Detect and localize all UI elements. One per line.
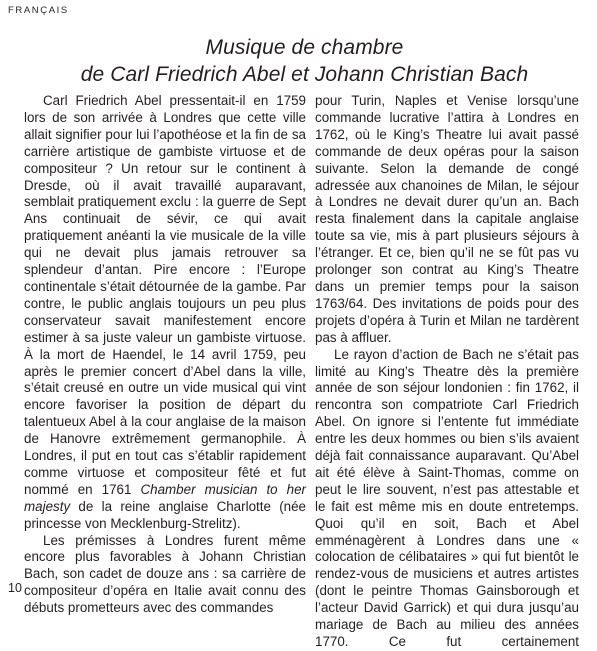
paragraph-text: Carl Friedrich Abel pressentait-il en 1759 lors de son arrivée à Londres que cette ville allait signifier pour lui l’apothéose et la fin de sa carrière artistique de gambiste virtuose et de compositeur ? Un retour sur le continent à Dresde, où il avait travaillé auparavant, semblait pratiquement exclu : la guerre de Sept Ans continuait de sévir, ce qui avait pratiquement anéanti la vie musicale de la ville qui ne devait plus jamais retrouver sa splendeur d’antan. Pire encore : l’Europe continentale s’était détournée de la gambe. Par contre, le public anglais toujours un peu plus conservateur savait manifestement encore estimer à sa juste valeur un gambiste virtuose. À la mort de Haendel, le 14 avril 1759, peu après le premier concert d’Abel dans la ville, s’était creusé en outre un vide musical qui vint encore favoriser la position de départ du talentueux Abel à la cour anglaise de la maison de Hanovre extrêmement germanophile. À Londres, il put en tout cas s’établir rapidement comme virtuose et compositeur fêté et fut nommé en 1761 [24, 93, 306, 497]
paragraph-abel-arrival [24, 93, 306, 533]
article-title-line-2: de Carl Friedrich Abel et Johann Christian Bach [80, 63, 529, 86]
paragraph-bach-premises: Les prémisses à Londres furent même encore plus favorables à Johann Christian Bach, son cadet de douze ans : sa carrière de compositeur d’opéra en Italie avait connu des débuts prometteurs avec des commandes [24, 532, 306, 616]
italic-title-text: Chamber musician to her majesty [24, 481, 306, 514]
language-label: FRANÇAIS [8, 5, 69, 16]
page-number: 10 [8, 581, 22, 595]
article-title-line-1: Musique de chambre [205, 36, 404, 59]
paragraph-bach-action-radius: Le rayon d’action de Bach ne s’était pas limité au King’s Theatre dès la première année de son séjour londonien : fin 1762, il rencontra son compatriote Carl Friedrich Abel. On ignore si l’entente fut immédiate entre les deux hommes ou bien s’ils avaient déjà fait connaissance auparavant. Qu’Abel ait été élève à Saint-Thomas, comme on peut le lire souvent, n’est pas attestable et le fait est même mis en doute entretemps. Quoi qu’il en soit, Bach et Abel emménagèrent à Londres dans une « colocation de célibataires » qui fut bientôt le rendez-vous de musiciens et autres artistes (dont le peintre Thomas Gainsborough et l’acteur David Garrick) et qui dura jusqu’au mariage de Bach au milieu des années 1770. Ce fut certainement [315, 346, 579, 649]
paragraph-text: de la reine anglaise Charlotte (née princesse von Mecklenburg-Strelitz). [24, 498, 306, 531]
left-text-column [24, 93, 306, 617]
right-text-column [315, 93, 579, 651]
paragraph-bach-premises-continued: pour Turin, Naples et Venise lorsqu’une commande lucrative l’attira à Londres en 1762, où le King’s Theatre lui avait passé commande de deux opéras pour la saison suivante. Selon la demande de congé adressée aux chanoines de Milan, le séjour à Londres ne devait durer qu’un an. Bach resta finalement dans la capitale anglaise toute sa vie, mis à part plusieurs séjours à l’étranger. Et ce, bien qu’il ne se fût pas vu prolonger son contrat au King’s Theatre dans un premier temps pour la saison 1763/64. Des invitations de poids pour des projets d’opéra à Turin et Milan ne tardèrent pas à affluer. [315, 93, 579, 345]
